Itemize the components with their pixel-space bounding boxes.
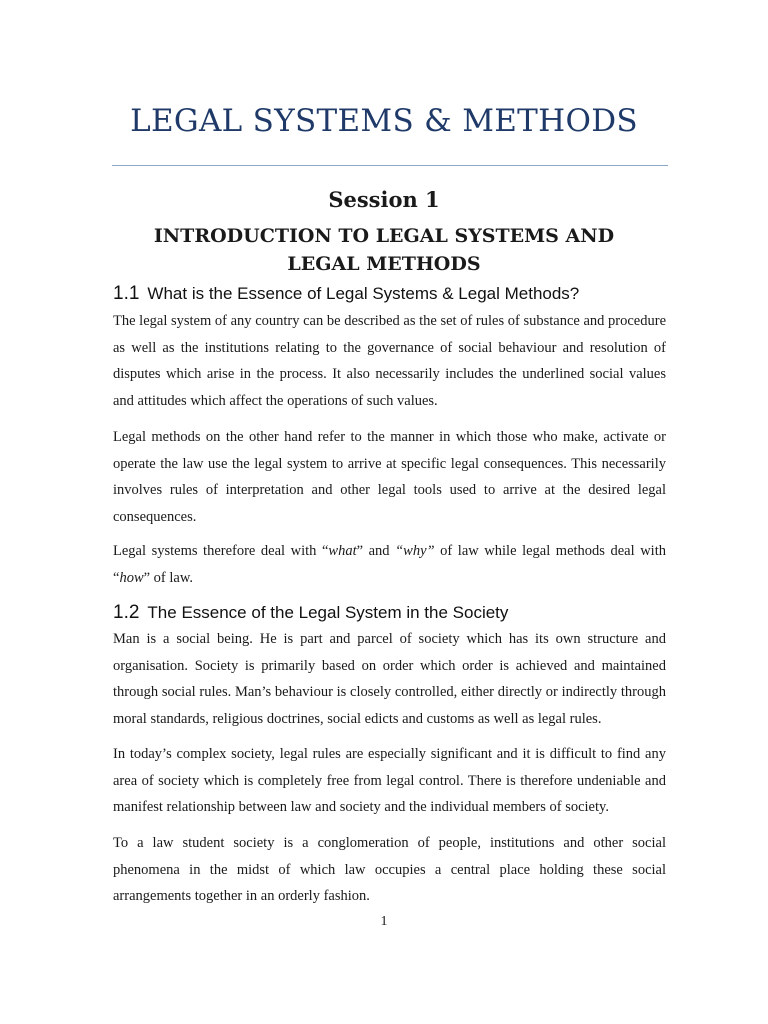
session-heading: Session 1 [328, 187, 440, 212]
section-heading-1-2 [113, 602, 673, 624]
section-number: 1.2 [113, 602, 140, 623]
section-heading-1-1 [113, 283, 673, 305]
document-title: LEGAL SYSTEMS & METHODS [130, 103, 638, 139]
chapter-title: INTRODUCTION TO LEGAL SYSTEMS AND LEGAL METHODS [153, 225, 615, 275]
emphasis-what: what [328, 543, 357, 559]
paragraph: The legal system of any country can be described as the set of rules of substance and procedure as well as the institutions relating to the governance of social behaviour and resolution of disputes which arise in the process. It also necessarily includes the underlined social values and attitudes which affect the operations of such values. [113, 313, 666, 409]
section-title: What is the Essence of Legal Systems & Legal Methods? [147, 284, 580, 303]
paragraph: Legal methods on the other hand refer to the manner in which those who make, activate or operate the law use the legal system to arrive at specific legal consequences. This necessarily involves rules of interpretation and other legal tools used to arrive at the desired legal consequences. [113, 429, 666, 525]
paragraph: To a law student society is a conglomeration of people, institutions and other social phenomena in the midst of which law occupies a central place holding these social arrangements together in an orderly fashion. [113, 835, 666, 904]
paragraph: In today’s complex society, legal rules are especially significant and it is difficult to find any area of society which is completely free from legal control. There is therefore undeniable and manifest relationship between law and society and the individual members of society. [113, 746, 666, 815]
page-number: 1 [380, 914, 388, 929]
section-title: The Essence of the Legal System in the Society [147, 603, 509, 622]
emphasis-how: how [119, 569, 144, 586]
title-divider [112, 165, 668, 166]
paragraph: Legal systems therefore deal with “what” and “why” of law while legal methods deal with “how” of law. [113, 543, 666, 586]
emphasis-why: “why” [395, 543, 435, 559]
section-number: 1.1 [113, 283, 140, 304]
paragraph: Man is a social being. He is part and parcel of society which has its own structure and organisation. Society is primarily based on order which order is achieved and maintained through social rules. Man’s behaviour is closely controlled, either directly or indirectly through moral standards, religious doctrines, social edicts and customs as well as legal rules. [113, 631, 666, 727]
